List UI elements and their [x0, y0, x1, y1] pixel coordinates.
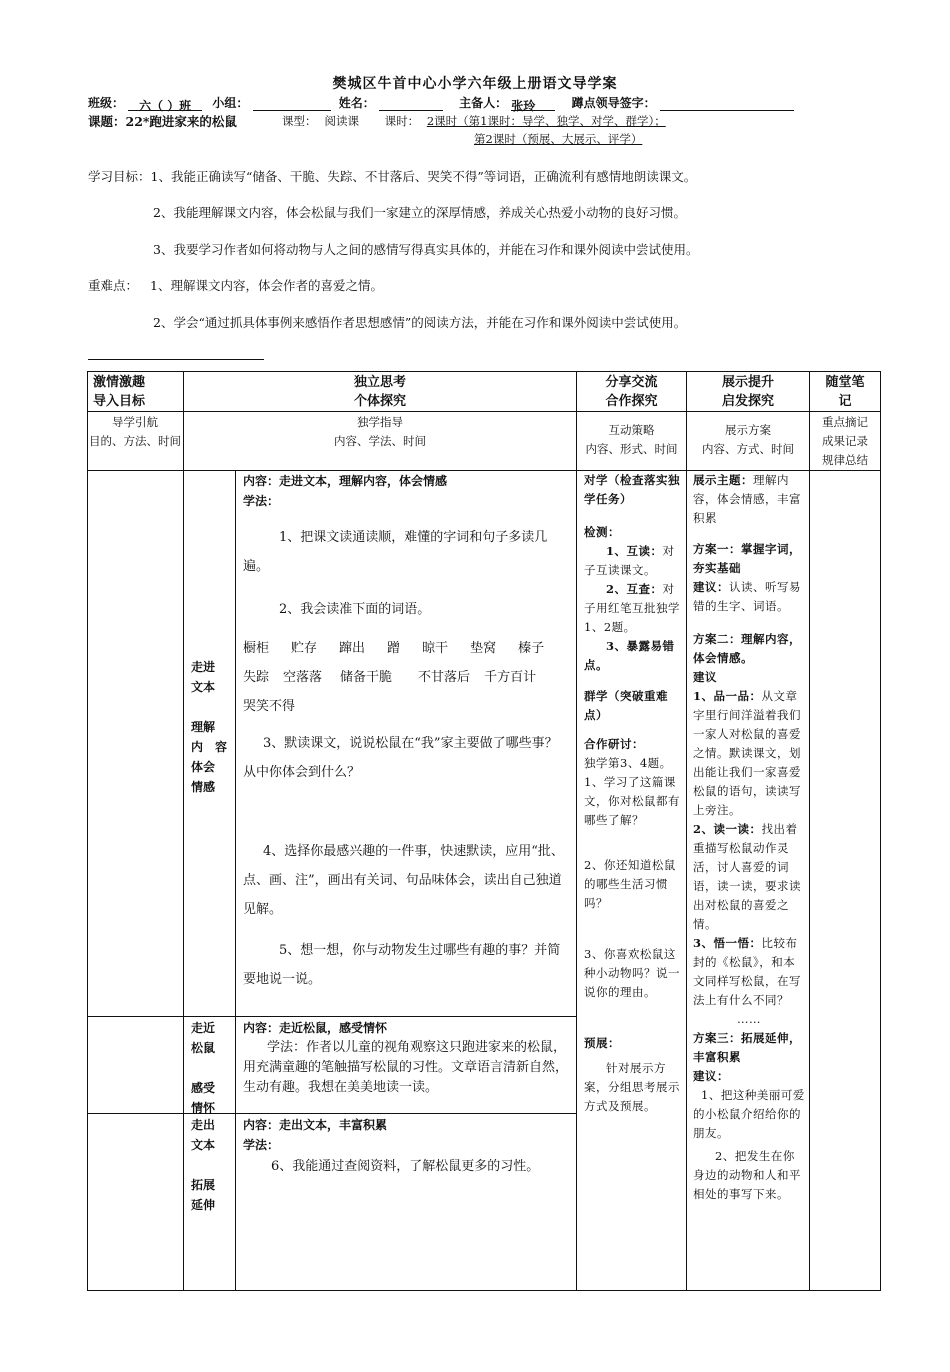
task-1: 1、把课文读通读顺，难懂的字词和句子多读几遍。: [243, 530, 548, 574]
task-3: 3、默读课文，说说松鼠在“我”家主要做了哪些事？从中你体会到什么？: [243, 736, 558, 780]
section-2-content: 内容：走近松鼠，感受情怀 学法：作者以儿童的视角观察这只跑进家来的松鼠，用充满童趣的笔触描写松鼠的习性。文章语言清新自然，生动有趣。我想在美美地读一读。: [243, 1021, 569, 1095]
word-list-3: 哭笑不得: [243, 699, 296, 714]
word-list-1: 橱柜 贮存 蹿出 蹭 晾干 垫窝 榛子: [243, 641, 545, 656]
section-3-tag: 走出 文本 拓展 延伸: [191, 1118, 216, 1212]
header-independent: 独立思考 个体探究: [353, 375, 406, 409]
group-field[interactable]: [253, 97, 331, 111]
goal-1: 学习目标：1、我能正确读写“储备、干脆、失踪、不甘落后、哭笑不得”等词语，正确流利有感情地朗读课文。: [88, 169, 697, 184]
header-notes: 随堂笔 记: [825, 375, 865, 409]
goal-2: 2、我能理解课文内容，体会松鼠与我们一家建立的深厚情感，养成关心热爱小动物的良好习惯。: [153, 205, 686, 220]
subheader-guide: 导学引航 目的、方法、时间: [89, 415, 181, 448]
word-list-2: 失踪 空落落 储备干脆 不甘落后 千方百计: [243, 670, 537, 685]
group-label: 小组：: [212, 96, 249, 110]
task-5: 5、想一想，你与动物发生过哪些有趣的事？并简要地说一说。: [243, 943, 561, 987]
name-label: 姓名：: [338, 96, 375, 110]
section-1-content: 内容：走进文本，理解内容，体会情感 学法： 1、把课文读通读顺，难懂的字词和句子多读几遍。 2、我会读准下面的词语。 橱柜 贮存 蹿出 蹭 晾干 垫窝 榛子 失踪 空落落 储备干脆 不甘落后 千方百计 哭笑不得 3、默读课文，说说松鼠在“我”家主要做了哪些事？从中你体会到什么？ 4、选择你最感兴趣的一件事，快速默读，应用“批、点、画、注”，画出有关词、句品味体会，读出自己独道见解。 5、想一想，你与动物发生过哪些有趣的事？并简要地说一说。: [243, 471, 569, 994]
subheader-independent: 独学指导 内容、学法、时间: [334, 415, 426, 448]
class-label: 班级：: [88, 96, 125, 110]
name-field[interactable]: [379, 97, 443, 111]
section-2-tag: 走近 松鼠 感受 情怀: [191, 1021, 216, 1115]
goal-3: 3、我要学习作者如何将动物与人之间的感情写得真实具体的，并能在习作和课外阅读中尝试使用。: [153, 242, 699, 257]
interaction-strategy: 对学（检查落实独学任务） 检测： 1、互读：对子互读课文。 2、互查：对子用红笔互批独学1、2题。 3、暴露易错点。 群学（突破重难点） 合作研讨： 独学第3、4题。 1、学习了这篇课文，你对松鼠都有哪些了解？ 2、你还知道松鼠的哪些生活习惯吗？ 3、你喜欢松鼠这种小动物吗？说一说你的理由。 预展： 针对展示方案，分组思考展示方式及预展。: [584, 473, 680, 1113]
class-field[interactable]: 六（ ）班: [128, 97, 202, 111]
subheader-notes: 重点摘记 成果记录 规律总结: [822, 415, 868, 467]
subheader-strategy: 互动策略 内容、形式、时间: [585, 423, 678, 456]
task-4: 4、选择你最感兴趣的一件事，快速默读，应用“批、点、画、注”，画出有关词、句品味体会，读出自己独道见解。: [243, 844, 564, 917]
guide-table: [87, 371, 881, 1291]
lesson-hours-line2: 第2课时（预展、大展示、评学）: [474, 132, 643, 146]
lesson-hours-line1: 2课时（第1课时：导学、独学、对学、群学）；: [426, 114, 666, 128]
header-show: 展示提升 启发探究: [721, 375, 774, 409]
divider: [88, 359, 264, 360]
section-3-content: 内容：走出文本，丰富积累 学法： 6、我能通过查阅资料，了解松鼠更多的习性。: [243, 1118, 540, 1174]
display-plan: 展示主题：理解内容，体会情感，丰富积累 方案一：掌握字词，夯实基础 建议：认读、听写易错的生字、词语。 方案二：理解内容，体会情感。 建议 1、品一品：从文章字里行间洋溢着我们一家人对松鼠的喜爱之情。默读课文，划出能让我们一家喜爱松鼠的语句，读读写上旁注。 2、读一读：找出着重描写松鼠动作灵活，讨人喜爱的词语，读一读，要求读出对松鼠的喜爱之情。 3、悟一悟：比较布封的《松鼠》，和本文同样写松鼠，在写法上有什么不同？ …… 方案三：拓展延伸，丰富积累 建议： 1、把这种美丽可爱的小松鼠介绍给你的朋友。 2、把发生在你身边的动物和人和平相处的事写下来。: [693, 473, 805, 1201]
section-1-tag: 走进 文本 理解 内 容 体会 情感: [191, 660, 228, 794]
header-share: 分享交流 合作探究: [605, 375, 658, 409]
header-row: [88, 94, 794, 111]
key-point-1: 重难点： 1、理解课文内容，体会作者的喜爱之情。: [88, 278, 383, 293]
subheader-plan: 展示方案 内容、方式、时间: [702, 423, 794, 456]
leader-label: 蹲点领导签字：: [571, 96, 656, 110]
preparer-field: 张玲: [511, 97, 555, 111]
preparer-label: 主备人：: [459, 96, 508, 110]
document-title: 樊城区牛首中心小学六年级上册语文导学案: [332, 76, 618, 92]
key-point-2: 2、学会“通过抓具体事例来感悟作者思想感情”的阅读方法，并能在习作和课外阅读中尝试使用。: [153, 315, 687, 330]
lesson-type: 课型： 阅读课 课时： 2课时（第1课时：导学、独学、对学、群学）；: [282, 114, 666, 128]
task-2: 2、我会读准下面的词语。: [279, 602, 431, 617]
lesson-topic: 课题：22*跑进家来的松鼠: [88, 114, 237, 129]
header-intro: 激情激趣 导入目标: [93, 375, 146, 409]
leader-sign-field[interactable]: [660, 97, 794, 111]
